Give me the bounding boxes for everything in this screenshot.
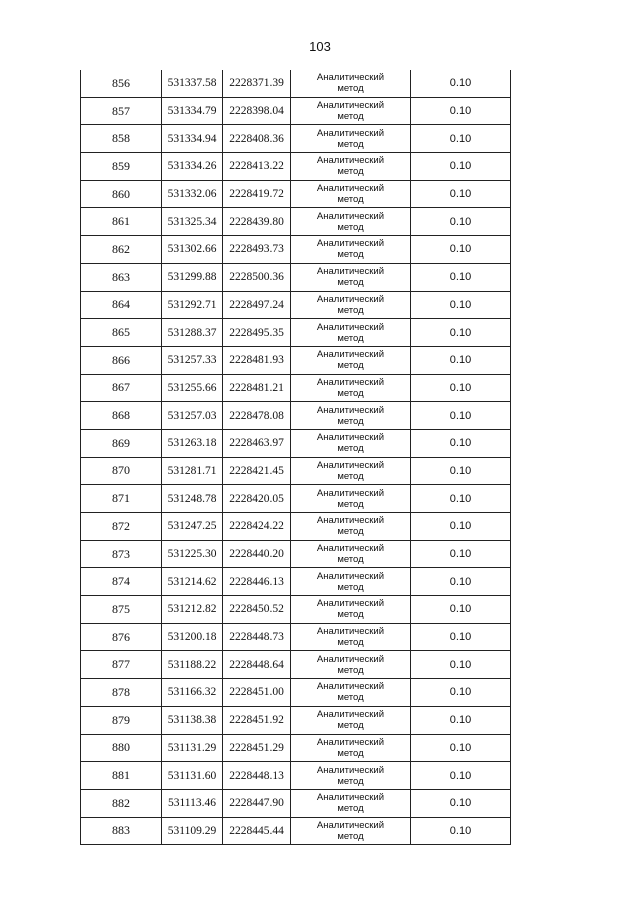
method-line-2: метод	[337, 692, 364, 704]
method-line-1: Аналитический	[316, 72, 385, 84]
method-line-1: Аналитический	[316, 543, 385, 555]
method-line-2: метод	[337, 747, 364, 759]
accuracy-cell: 0.10	[411, 153, 511, 181]
point-number-cell: 870	[81, 457, 162, 485]
method-line-2: метод	[337, 526, 364, 538]
method-line-2: метод	[337, 277, 364, 289]
method-line-1: Аналитический	[316, 764, 385, 776]
y-coordinate-cell: 2228451.00	[223, 679, 291, 707]
y-coordinate-cell: 2228478.08	[223, 402, 291, 430]
method-cell	[291, 651, 411, 679]
method-line-2: метод	[337, 554, 364, 566]
method-line-1: Аналитический	[316, 432, 385, 444]
method-cell	[291, 513, 411, 541]
point-number-cell: 883	[81, 817, 162, 845]
y-coordinate-cell: 2228451.29	[223, 734, 291, 762]
method-line-2: метод	[337, 83, 364, 95]
accuracy-cell: 0.10	[411, 679, 511, 707]
x-coordinate-cell: 531247.25	[162, 513, 223, 541]
x-coordinate-cell: 531212.82	[162, 596, 223, 624]
accuracy-cell: 0.10	[411, 263, 511, 291]
method-cell	[291, 180, 411, 208]
method-cell	[291, 208, 411, 236]
table-row	[81, 346, 511, 374]
method-cell	[291, 485, 411, 513]
point-number-cell: 882	[81, 789, 162, 817]
y-coordinate-cell: 2228413.22	[223, 153, 291, 181]
table-row	[81, 374, 511, 402]
point-number-cell: 857	[81, 97, 162, 125]
y-coordinate-cell: 2228463.97	[223, 429, 291, 457]
y-coordinate-cell: 2228439.80	[223, 208, 291, 236]
method-line-2: метод	[337, 111, 364, 123]
method-cell	[291, 263, 411, 291]
x-coordinate-cell: 531334.26	[162, 153, 223, 181]
method-line-1: Аналитический	[316, 570, 385, 582]
method-line-1: Аналитический	[316, 653, 385, 665]
y-coordinate-cell: 2228495.35	[223, 319, 291, 347]
table-row	[81, 97, 511, 125]
point-number-cell: 864	[81, 291, 162, 319]
method-cell	[291, 346, 411, 374]
y-coordinate-cell: 2228451.92	[223, 706, 291, 734]
x-coordinate-cell: 531255.66	[162, 374, 223, 402]
point-number-cell: 876	[81, 623, 162, 651]
x-coordinate-cell: 531214.62	[162, 568, 223, 596]
table-row	[81, 70, 511, 97]
accuracy-cell: 0.10	[411, 180, 511, 208]
table-row	[81, 817, 511, 845]
method-line-2: метод	[337, 470, 364, 482]
table-row	[81, 651, 511, 679]
accuracy-cell: 0.10	[411, 651, 511, 679]
method-cell	[291, 623, 411, 651]
table-row	[81, 596, 511, 624]
accuracy-cell: 0.10	[411, 596, 511, 624]
method-line-2: метод	[337, 443, 364, 455]
y-coordinate-cell: 2228448.13	[223, 762, 291, 790]
method-line-1: Аналитический	[316, 681, 385, 693]
x-coordinate-cell: 531288.37	[162, 319, 223, 347]
method-line-2: метод	[337, 387, 364, 399]
point-number-cell: 881	[81, 762, 162, 790]
method-line-1: Аналитический	[316, 376, 385, 388]
point-number-cell: 872	[81, 513, 162, 541]
y-coordinate-cell: 2228419.72	[223, 180, 291, 208]
y-coordinate-cell: 2228497.24	[223, 291, 291, 319]
point-number-cell: 862	[81, 236, 162, 264]
accuracy-cell: 0.10	[411, 706, 511, 734]
table-row	[81, 180, 511, 208]
coordinates-table	[80, 70, 511, 845]
method-line-2: метод	[337, 194, 364, 206]
method-cell	[291, 789, 411, 817]
method-line-2: метод	[337, 249, 364, 261]
x-coordinate-cell: 531113.46	[162, 789, 223, 817]
method-line-2: метод	[337, 637, 364, 649]
y-coordinate-cell: 2228493.73	[223, 236, 291, 264]
method-cell	[291, 153, 411, 181]
accuracy-cell: 0.10	[411, 817, 511, 845]
method-line-1: Аналитический	[316, 183, 385, 195]
point-number-cell: 873	[81, 540, 162, 568]
method-line-1: Аналитический	[316, 127, 385, 139]
method-line-1: Аналитический	[316, 487, 385, 499]
method-cell	[291, 236, 411, 264]
x-coordinate-cell: 531188.22	[162, 651, 223, 679]
method-line-1: Аналитический	[316, 626, 385, 638]
x-coordinate-cell: 531200.18	[162, 623, 223, 651]
x-coordinate-cell: 531334.94	[162, 125, 223, 153]
point-number-cell: 874	[81, 568, 162, 596]
method-line-2: метод	[337, 720, 364, 732]
y-coordinate-cell: 2228447.90	[223, 789, 291, 817]
table-row	[81, 623, 511, 651]
x-coordinate-cell: 531302.66	[162, 236, 223, 264]
accuracy-cell: 0.10	[411, 457, 511, 485]
method-cell	[291, 568, 411, 596]
method-cell	[291, 457, 411, 485]
method-line-2: метод	[337, 360, 364, 372]
y-coordinate-cell: 2228450.52	[223, 596, 291, 624]
method-line-1: Аналитический	[316, 238, 385, 250]
method-line-2: метод	[337, 803, 364, 815]
method-line-1: Аналитический	[316, 819, 385, 831]
point-number-cell: 869	[81, 429, 162, 457]
point-number-cell: 871	[81, 485, 162, 513]
table-row	[81, 402, 511, 430]
table-row	[81, 485, 511, 513]
method-cell	[291, 429, 411, 457]
table-row	[81, 319, 511, 347]
accuracy-cell: 0.10	[411, 623, 511, 651]
table-row	[81, 734, 511, 762]
table-row	[81, 291, 511, 319]
table-row	[81, 762, 511, 790]
x-coordinate-cell: 531131.29	[162, 734, 223, 762]
x-coordinate-cell: 531299.88	[162, 263, 223, 291]
accuracy-cell: 0.10	[411, 70, 511, 97]
accuracy-cell: 0.10	[411, 291, 511, 319]
point-number-cell: 879	[81, 706, 162, 734]
x-coordinate-cell: 531131.60	[162, 762, 223, 790]
method-line-2: метод	[337, 415, 364, 427]
accuracy-cell: 0.10	[411, 734, 511, 762]
accuracy-cell: 0.10	[411, 346, 511, 374]
x-coordinate-cell: 531325.34	[162, 208, 223, 236]
method-cell	[291, 125, 411, 153]
method-line-1: Аналитический	[316, 266, 385, 278]
y-coordinate-cell: 2228420.05	[223, 485, 291, 513]
point-number-cell: 865	[81, 319, 162, 347]
table-row	[81, 153, 511, 181]
accuracy-cell: 0.10	[411, 97, 511, 125]
point-number-cell: 875	[81, 596, 162, 624]
table-row	[81, 263, 511, 291]
method-line-1: Аналитический	[316, 709, 385, 721]
method-line-1: Аналитический	[316, 598, 385, 610]
method-line-2: метод	[337, 609, 364, 621]
accuracy-cell: 0.10	[411, 236, 511, 264]
table-row	[81, 208, 511, 236]
table-row	[81, 513, 511, 541]
accuracy-cell: 0.10	[411, 429, 511, 457]
point-number-cell: 866	[81, 346, 162, 374]
method-line-1: Аналитический	[316, 100, 385, 112]
method-line-1: Аналитический	[316, 459, 385, 471]
table-row	[81, 125, 511, 153]
method-cell	[291, 596, 411, 624]
x-coordinate-cell: 531225.30	[162, 540, 223, 568]
y-coordinate-cell: 2228421.45	[223, 457, 291, 485]
point-number-cell: 867	[81, 374, 162, 402]
accuracy-cell: 0.10	[411, 789, 511, 817]
method-cell	[291, 679, 411, 707]
method-cell	[291, 734, 411, 762]
point-number-cell: 858	[81, 125, 162, 153]
method-line-1: Аналитический	[316, 736, 385, 748]
coordinates-table-body	[81, 70, 511, 845]
accuracy-cell: 0.10	[411, 762, 511, 790]
table-row	[81, 706, 511, 734]
accuracy-cell: 0.10	[411, 485, 511, 513]
accuracy-cell: 0.10	[411, 125, 511, 153]
y-coordinate-cell: 2228398.04	[223, 97, 291, 125]
method-cell	[291, 706, 411, 734]
method-cell	[291, 97, 411, 125]
accuracy-cell: 0.10	[411, 513, 511, 541]
y-coordinate-cell: 2228408.36	[223, 125, 291, 153]
method-line-2: метод	[337, 664, 364, 676]
accuracy-cell: 0.10	[411, 402, 511, 430]
point-number-cell: 859	[81, 153, 162, 181]
method-line-2: метод	[337, 830, 364, 842]
method-line-1: Аналитический	[316, 293, 385, 305]
x-coordinate-cell: 531281.71	[162, 457, 223, 485]
method-cell	[291, 374, 411, 402]
method-cell	[291, 817, 411, 845]
method-line-1: Аналитический	[316, 404, 385, 416]
point-number-cell: 880	[81, 734, 162, 762]
x-coordinate-cell: 531166.32	[162, 679, 223, 707]
method-line-1: Аналитический	[316, 321, 385, 333]
y-coordinate-cell: 2228440.20	[223, 540, 291, 568]
x-coordinate-cell: 531334.79	[162, 97, 223, 125]
accuracy-cell: 0.10	[411, 319, 511, 347]
y-coordinate-cell: 2228448.64	[223, 651, 291, 679]
method-line-2: метод	[337, 581, 364, 593]
y-coordinate-cell: 2228481.93	[223, 346, 291, 374]
accuracy-cell: 0.10	[411, 568, 511, 596]
method-cell	[291, 762, 411, 790]
x-coordinate-cell: 531109.29	[162, 817, 223, 845]
table-row	[81, 679, 511, 707]
y-coordinate-cell: 2228448.73	[223, 623, 291, 651]
point-number-cell: 877	[81, 651, 162, 679]
y-coordinate-cell: 2228446.13	[223, 568, 291, 596]
y-coordinate-cell: 2228371.39	[223, 70, 291, 97]
point-number-cell: 860	[81, 180, 162, 208]
method-line-1: Аналитический	[316, 155, 385, 167]
method-line-2: метод	[337, 166, 364, 178]
method-line-2: метод	[337, 304, 364, 316]
page-number: 103	[309, 39, 331, 54]
table-row	[81, 429, 511, 457]
y-coordinate-cell: 2228481.21	[223, 374, 291, 402]
x-coordinate-cell: 531332.06	[162, 180, 223, 208]
table-row	[81, 540, 511, 568]
method-cell	[291, 319, 411, 347]
x-coordinate-cell: 531257.03	[162, 402, 223, 430]
method-line-2: метод	[337, 332, 364, 344]
point-number-cell: 868	[81, 402, 162, 430]
y-coordinate-cell: 2228500.36	[223, 263, 291, 291]
point-number-cell: 856	[81, 70, 162, 97]
table-row	[81, 789, 511, 817]
method-cell	[291, 540, 411, 568]
x-coordinate-cell: 531257.33	[162, 346, 223, 374]
method-line-1: Аналитический	[316, 349, 385, 361]
method-cell	[291, 291, 411, 319]
point-number-cell: 861	[81, 208, 162, 236]
table-row	[81, 457, 511, 485]
method-line-2: метод	[337, 221, 364, 233]
y-coordinate-cell: 2228424.22	[223, 513, 291, 541]
method-line-2: метод	[337, 498, 364, 510]
accuracy-cell: 0.10	[411, 540, 511, 568]
table-row	[81, 236, 511, 264]
accuracy-cell: 0.10	[411, 374, 511, 402]
x-coordinate-cell: 531337.58	[162, 70, 223, 97]
method-cell	[291, 70, 411, 97]
x-coordinate-cell: 531138.38	[162, 706, 223, 734]
y-coordinate-cell: 2228445.44	[223, 817, 291, 845]
method-line-1: Аналитический	[316, 210, 385, 222]
method-line-1: Аналитический	[316, 515, 385, 527]
x-coordinate-cell: 531248.78	[162, 485, 223, 513]
x-coordinate-cell: 531263.18	[162, 429, 223, 457]
method-line-2: метод	[337, 138, 364, 150]
point-number-cell: 863	[81, 263, 162, 291]
point-number-cell: 878	[81, 679, 162, 707]
method-cell	[291, 402, 411, 430]
method-line-2: метод	[337, 775, 364, 787]
accuracy-cell: 0.10	[411, 208, 511, 236]
x-coordinate-cell: 531292.71	[162, 291, 223, 319]
table-row	[81, 568, 511, 596]
method-line-1: Аналитический	[316, 792, 385, 804]
